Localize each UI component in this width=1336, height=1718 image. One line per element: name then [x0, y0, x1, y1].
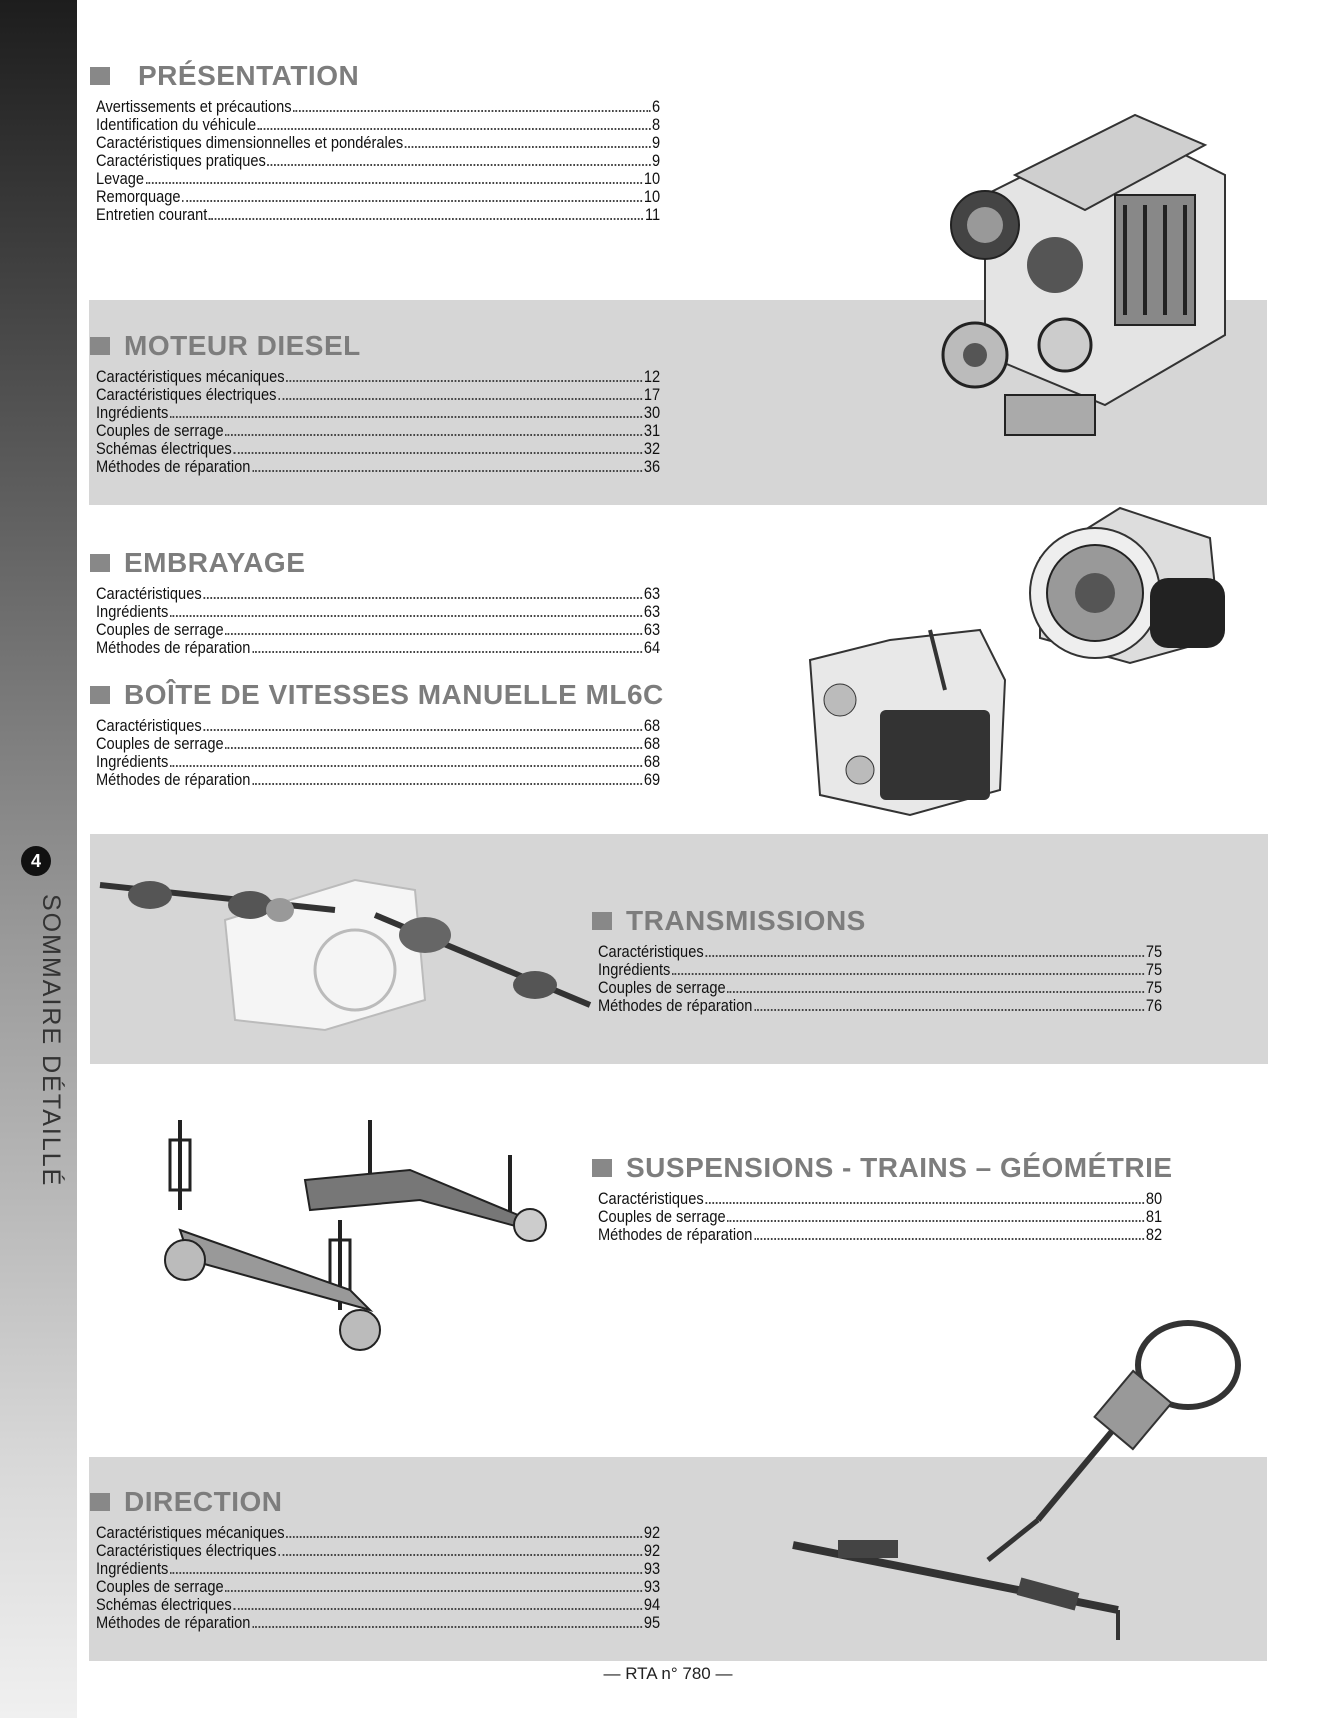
toc-entry-page: 82 — [1145, 1225, 1163, 1244]
toc-entry — [96, 1524, 660, 1542]
toc-list — [96, 585, 752, 657]
section-presentation — [90, 60, 752, 224]
dot-leader — [233, 452, 642, 454]
toc-entry — [96, 735, 660, 753]
toc-entry-label: Caractéristiques électriques — [96, 1541, 277, 1560]
toc-entry-page: 17 — [643, 385, 661, 404]
toc-entry-label: Entretien courant — [96, 205, 208, 224]
toc-entry — [96, 639, 660, 657]
dot-leader — [170, 765, 642, 767]
toc-entry-label: Ingrédients — [96, 752, 169, 771]
toc-entry — [96, 621, 660, 639]
dot-leader — [705, 955, 1144, 957]
toc-entry — [96, 440, 660, 458]
toc-entry-page: 75 — [1145, 978, 1163, 997]
toc-entry-page: 95 — [643, 1613, 661, 1632]
dot-leader — [754, 1009, 1144, 1011]
toc-entry — [96, 1542, 660, 1560]
toc-entry-label: Caractéristiques électriques — [96, 385, 277, 404]
toc-entry — [96, 152, 660, 170]
toc-entry — [96, 603, 660, 621]
dot-leader — [293, 110, 650, 112]
section-transmissions — [592, 905, 1254, 1015]
bullet-square-icon — [592, 912, 612, 930]
section-direction — [90, 1486, 752, 1632]
toc-entry-label: Ingrédients — [598, 960, 671, 979]
toc-entry — [96, 368, 660, 386]
dot-leader — [203, 729, 642, 731]
toc-entry-label: Couples de serrage — [96, 620, 224, 639]
toc-entry-page: 68 — [643, 716, 661, 735]
dot-leader — [225, 1590, 642, 1592]
dot-leader — [252, 1626, 642, 1628]
dot-leader — [170, 615, 642, 617]
dot-leader — [278, 1554, 642, 1556]
toc-entry-label: Caractéristiques — [96, 584, 202, 603]
toc-entry-label: Caractéristiques pratiques — [96, 151, 266, 170]
toc-entry-label: Schémas électriques — [96, 439, 232, 458]
toc-list — [96, 717, 752, 789]
toc-entry-label: Ingrédients — [96, 602, 169, 621]
toc-entry-page: 9 — [652, 151, 661, 170]
toc-entry-page: 12 — [643, 367, 661, 386]
toc-entry-page: 93 — [643, 1577, 661, 1596]
sidebar-title: SOMMAIRE DÉTAILLÉ — [37, 894, 65, 1188]
section-title: TRANSMISSIONS — [626, 905, 866, 936]
toc-entry-label: Identification du véhicule — [96, 115, 257, 134]
toc-entry-page: 31 — [643, 421, 661, 440]
toc-entry-page: 9 — [652, 133, 661, 152]
toc-entry — [96, 1614, 660, 1632]
dot-leader — [225, 747, 642, 749]
toc-entry — [96, 188, 660, 206]
toc-entry-page: 68 — [643, 734, 661, 753]
toc-entry-page: 32 — [643, 439, 661, 458]
dot-leader — [286, 380, 642, 382]
toc-entry — [96, 1596, 660, 1614]
toc-entry-label: Ingrédients — [96, 1559, 169, 1578]
toc-entry-label: Méthodes de réparation — [598, 1225, 753, 1244]
toc-list — [598, 1190, 1254, 1244]
toc-entry — [598, 1190, 1162, 1208]
dot-leader — [225, 434, 642, 436]
toc-entry-page: 81 — [1145, 1207, 1163, 1226]
toc-entry-page: 36 — [643, 457, 661, 476]
toc-entry-label: Couples de serrage — [598, 1207, 726, 1226]
toc-entry-page: 30 — [643, 403, 661, 422]
toc-entry-label: Avertissements et précautions — [96, 97, 292, 116]
toc-entry-page: 11 — [644, 205, 661, 224]
dot-leader — [233, 1608, 642, 1610]
toc-entry-label: Couples de serrage — [96, 1577, 224, 1596]
section-title: SUSPENSIONS - TRAINS – GÉOMÉTRIE — [626, 1152, 1173, 1183]
toc-entry-page: 64 — [643, 638, 661, 657]
section-title: PRÉSENTATION — [138, 60, 360, 91]
toc-entry-page: 8 — [652, 115, 661, 134]
toc-entry-page: 63 — [643, 602, 661, 621]
toc-entry — [96, 422, 660, 440]
toc-entry-label: Ingrédients — [96, 403, 169, 422]
toc-entry-label: Caractéristiques — [598, 1189, 704, 1208]
bullet-square-icon — [90, 337, 110, 355]
toc-entry — [598, 943, 1162, 961]
dot-leader — [225, 633, 642, 635]
toc-entry — [96, 206, 660, 224]
toc-entry — [598, 997, 1162, 1015]
toc-entry-label: Méthodes de réparation — [96, 638, 251, 657]
toc-entry — [598, 1226, 1162, 1244]
section-title: EMBRAYAGE — [124, 547, 306, 578]
clutch-illustration — [1020, 498, 1230, 668]
toc-entry-page: 63 — [643, 620, 661, 639]
bullet-square-icon — [90, 1493, 110, 1511]
toc-entry-label: Schémas électriques — [96, 1595, 232, 1614]
toc-entry — [96, 116, 660, 134]
toc-entry — [96, 753, 660, 771]
toc-entry — [96, 458, 660, 476]
suspension-illustration — [150, 1110, 560, 1360]
section-moteur — [90, 330, 752, 476]
toc-entry-page: 69 — [643, 770, 661, 789]
toc-entry-label: Couples de serrage — [598, 978, 726, 997]
toc-list — [96, 368, 752, 476]
dot-leader — [405, 146, 650, 148]
dot-leader — [672, 973, 1144, 975]
section-boite — [90, 679, 752, 789]
toc-entry — [96, 404, 660, 422]
toc-entry — [96, 386, 660, 404]
toc-entry-page: 75 — [1145, 942, 1163, 961]
toc-entry-label: Méthodes de réparation — [96, 1613, 251, 1632]
toc-entry — [598, 1208, 1162, 1226]
toc-list — [598, 943, 1254, 1015]
dot-leader — [170, 1572, 642, 1574]
dot-leader — [182, 200, 642, 202]
section-title: BOÎTE DE VITESSES MANUELLE ML6C — [124, 679, 664, 710]
dot-leader — [727, 1220, 1144, 1222]
toc-entry — [96, 717, 660, 735]
dot-leader — [252, 783, 642, 785]
engine-illustration — [925, 105, 1245, 465]
toc-entry-label: Levage — [96, 169, 144, 188]
toc-entry-page: 63 — [643, 584, 661, 603]
toc-entry — [598, 979, 1162, 997]
toc-entry-label: Caractéristiques — [598, 942, 704, 961]
dot-leader — [170, 416, 642, 418]
toc-entry-page: 6 — [652, 97, 661, 116]
toc-entry-page: 92 — [643, 1523, 661, 1542]
toc-entry — [96, 1560, 660, 1578]
dot-leader — [268, 164, 651, 166]
toc-entry — [96, 771, 660, 789]
toc-entry — [96, 98, 660, 116]
footer: — RTA n° 780 — — [603, 1664, 733, 1683]
toc-entry-label: Méthodes de réparation — [96, 457, 251, 476]
dot-leader — [754, 1238, 1144, 1240]
section-embrayage — [90, 547, 752, 657]
toc-entry-label: Méthodes de réparation — [96, 770, 251, 789]
toc-entry-page: 80 — [1145, 1189, 1163, 1208]
dot-leader — [278, 398, 642, 400]
dot-leader — [209, 218, 643, 220]
toc-list — [96, 1524, 752, 1632]
bullet-square-icon — [592, 1159, 612, 1177]
dot-leader — [258, 128, 650, 130]
toc-entry-label: Méthodes de réparation — [598, 996, 753, 1015]
bullet-square-icon — [90, 554, 110, 572]
toc-entry-label: Couples de serrage — [96, 734, 224, 753]
toc-entry — [598, 961, 1162, 979]
dot-leader — [705, 1202, 1144, 1204]
toc-entry-page: 76 — [1145, 996, 1163, 1015]
toc-entry-page: 75 — [1145, 960, 1163, 979]
toc-entry-page: 10 — [643, 187, 661, 206]
toc-entry-label: Caractéristiques — [96, 716, 202, 735]
dot-leader — [146, 182, 642, 184]
toc-entry — [96, 1578, 660, 1596]
dot-leader — [252, 651, 642, 653]
toc-entry-page: 94 — [643, 1595, 661, 1614]
toc-entry-label: Couples de serrage — [96, 421, 224, 440]
page-number: 4 — [21, 846, 51, 876]
bullet-square-icon — [90, 686, 110, 704]
gearbox-illustration — [800, 620, 1010, 820]
toc-entry-label: Caractéristiques mécaniques — [96, 1523, 285, 1542]
toc-entry-label: Caractéristiques mécaniques — [96, 367, 285, 386]
toc-entry — [96, 170, 660, 188]
toc-entry-page: 10 — [643, 169, 661, 188]
toc-entry-page: 93 — [643, 1559, 661, 1578]
toc-entry-label: Caractéristiques dimensionnelles et pondérales — [96, 133, 404, 152]
section-title: MOTEUR DIESEL — [124, 330, 361, 361]
dot-leader — [252, 470, 642, 472]
dot-leader — [286, 1536, 642, 1538]
steering-illustration — [788, 1310, 1248, 1650]
dot-leader — [727, 991, 1144, 993]
toc-entry-label: Remorquage — [96, 187, 181, 206]
toc-list — [96, 98, 752, 224]
toc-entry — [96, 134, 660, 152]
driveshaft-illustration — [95, 860, 595, 1035]
toc-entry-page: 92 — [643, 1541, 661, 1560]
dot-leader — [203, 597, 642, 599]
bullet-square-icon — [90, 67, 110, 85]
section-title: DIRECTION — [124, 1486, 283, 1517]
section-suspensions — [592, 1152, 1254, 1244]
toc-entry — [96, 585, 660, 603]
toc-entry-page: 68 — [643, 752, 661, 771]
